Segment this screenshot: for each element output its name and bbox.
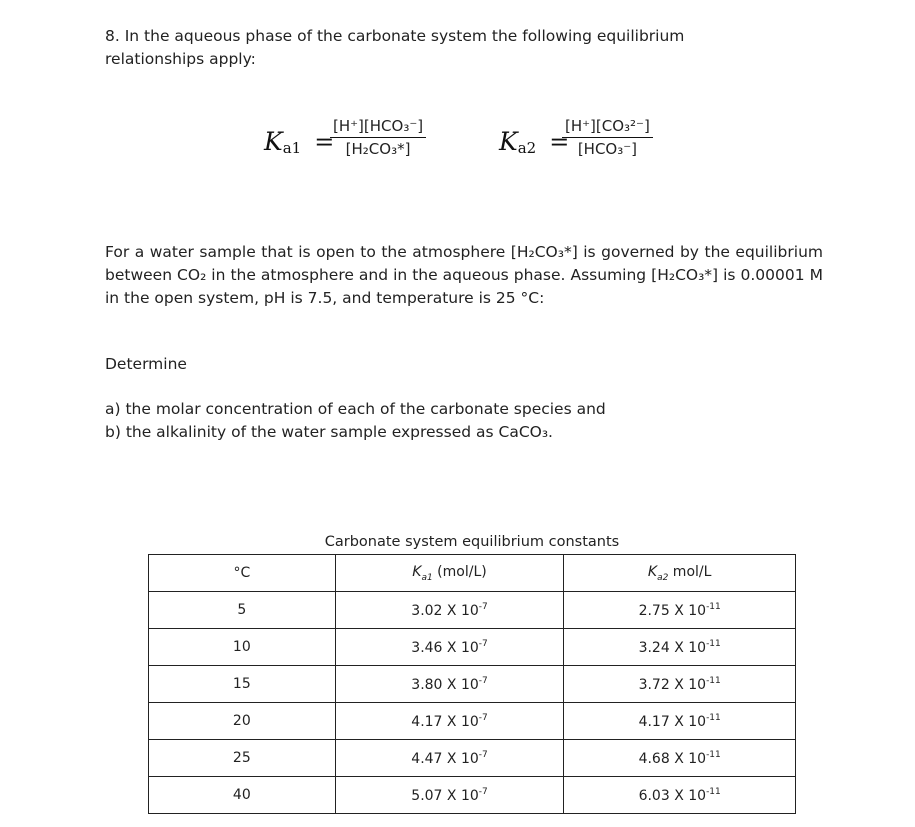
ka1-symbol: Ka1: [264, 127, 302, 157]
cell-ka1: 5.07 X $10^{-7}$: [335, 777, 564, 814]
cell-ka2: 4.68 X $10^{-11}$: [564, 740, 796, 777]
part-b: b) the alkalinity of the water sample expressed as CaCO₃.: [105, 423, 553, 441]
cell-ka2: 2.75 X $10^{-11}$: [564, 592, 796, 629]
ka2-symbol: Ka2: [499, 127, 537, 157]
table-row: [149, 592, 796, 629]
table-caption: Carbonate system equilibrium constants: [324, 534, 620, 550]
cell-ka1: 3.46 X $10^{-7}$: [335, 629, 564, 666]
cell-temp: 10: [149, 629, 336, 666]
header-ka2: $K_{a2}$ mol/L: [564, 555, 796, 592]
cell-ka2: 3.72 X $10^{-11}$: [564, 666, 796, 703]
ka2-equation: Ka2 =: [499, 127, 570, 157]
cell-ka2: 4.17 X $10^{-11}$: [564, 703, 796, 740]
header-ka1: $K_{a1}$ (mol/L): [335, 555, 564, 592]
table-row: [149, 740, 796, 777]
cell-ka1: 3.80 X $10^{-7}$: [335, 666, 564, 703]
ka1-fraction: [330, 117, 426, 158]
ka1-denominator: [H₂CO₃*]: [345, 140, 411, 158]
question-intro: 8. In the aqueous phase of the carbonate system the following equilibrium relationships apply:: [105, 27, 685, 68]
cell-ka2: 6.03 X $10^{-11}$: [564, 777, 796, 814]
table-row: [149, 629, 796, 666]
header-temp: °C: [149, 555, 336, 592]
problem-statement: For a water sample that is open to the atmosphere [H₂CO₃*] is governed by the equilibrium between CO₂ in the atmosphere and in the aqueous phase. Assuming [H₂CO₃*] is 0.00001 M in the open system, pH is 7.5, and temperature is 25 °C:: [105, 243, 823, 307]
ka2-denominator: [HCO₃⁻]: [577, 140, 638, 158]
part-a: a) the molar concentration of each of the carbonate species and: [105, 400, 606, 418]
cell-temp: 20: [149, 703, 336, 740]
ka2-fraction: [562, 117, 653, 158]
table-row: [149, 777, 796, 814]
ka2-numerator: [H⁺][CO₃²⁻]: [562, 117, 653, 138]
cell-ka1: 4.47 X $10^{-7}$: [335, 740, 564, 777]
cell-ka1: 3.02 X $10^{-7}$: [335, 592, 564, 629]
cell-temp: 5: [149, 592, 336, 629]
ka1-equation: Ka1 =: [264, 127, 335, 157]
table-row: [149, 666, 796, 703]
ka1-numerator: [H⁺][HCO₃⁻]: [330, 117, 426, 138]
table-row: [149, 703, 796, 740]
table-header-row: [149, 555, 796, 592]
cell-temp: 15: [149, 666, 336, 703]
equilibrium-constants-table: [148, 554, 796, 814]
determine-label: Determine: [105, 355, 187, 373]
cell-temp: 25: [149, 740, 336, 777]
cell-ka1: 4.17 X $10^{-7}$: [335, 703, 564, 740]
cell-temp: 40: [149, 777, 336, 814]
cell-ka2: 3.24 X $10^{-11}$: [564, 629, 796, 666]
